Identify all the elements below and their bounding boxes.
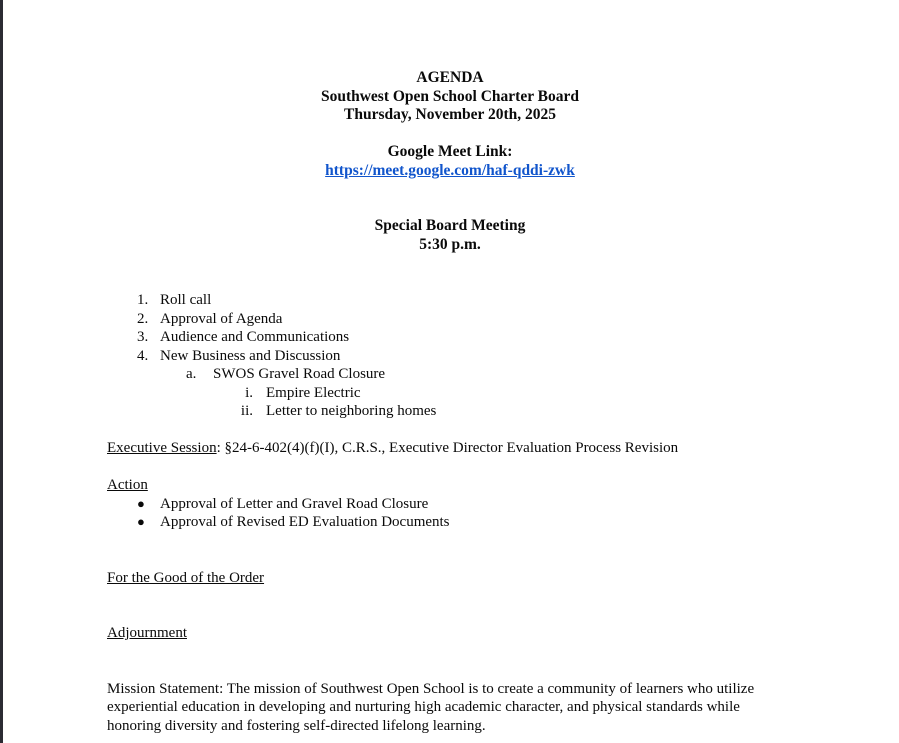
- list-item: [107, 347, 793, 366]
- list-item-text: Empire Electric: [266, 384, 361, 401]
- list-item: [107, 310, 793, 329]
- list-item-text: Roll call: [160, 292, 212, 308]
- list-marker: i.: [245, 384, 253, 401]
- bullet-icon: ●: [137, 514, 145, 529]
- agenda-list: [107, 291, 793, 421]
- list-item-text: Audience and Communications: [160, 329, 350, 345]
- bullet-item: [107, 495, 793, 514]
- list-item-text: Letter to neighboring homes: [266, 403, 437, 419]
- adjournment-heading: Adjournment: [107, 625, 187, 641]
- list-marker: 1.: [137, 292, 149, 308]
- good-of-order-heading: For the Good of the Order: [107, 569, 265, 586]
- list-item: [107, 402, 793, 421]
- meeting-type: Special Board Meeting: [374, 217, 526, 234]
- list-item: [107, 384, 793, 403]
- google-meet-link[interactable]: https://meet.google.com/haf-qddi-zwk: [325, 161, 575, 179]
- action-section: [107, 476, 793, 532]
- page-title: AGENDA: [416, 69, 484, 86]
- list-marker: a.: [186, 366, 197, 382]
- list-item: [107, 328, 793, 347]
- list-item-text: SWOS Gravel Road Closure: [213, 366, 386, 382]
- meet-link-row: [107, 162, 793, 181]
- meeting-time: 5:30 p.m.: [419, 235, 481, 253]
- bullet-item-text: Approval of Revised ED Evaluation Documents: [160, 514, 450, 530]
- list-item-text: New Business and Discussion: [160, 347, 341, 364]
- bullet-item: [107, 513, 793, 532]
- list-item: [107, 291, 793, 310]
- action-heading: Action: [107, 477, 148, 493]
- organization-name: Southwest Open School Charter Board: [320, 87, 580, 105]
- bullet-item-text: Approval of Letter and Gravel Road Closure: [160, 495, 429, 512]
- meet-link-label: Google Meet Link:: [387, 143, 513, 160]
- list-marker: 2.: [137, 310, 149, 327]
- mission-statement: Mission Statement: The mission of Southwest Open School is to create a community of learners who utilize experiential education in developing and nurturing high academic character, and physical standards while honoring diversity and fostering self-directed lifelong learning.: [107, 680, 755, 734]
- list-item-text: Approval of Agenda: [160, 310, 283, 327]
- bullet-icon: ●: [137, 495, 145, 511]
- executive-session-line: [107, 439, 793, 458]
- meeting-date: Thursday, November 20th, 2025: [344, 106, 556, 123]
- list-marker: 4.: [137, 347, 149, 364]
- list-marker: 3.: [137, 329, 149, 345]
- executive-session-heading: Executive Session: [107, 440, 217, 456]
- list-marker: ii.: [240, 403, 253, 419]
- document-header: [107, 69, 793, 254]
- executive-session-details: : §24-6-402(4)(f)(I), C.R.S., Executive Director Evaluation Process Revision: [216, 440, 679, 456]
- list-item: [107, 365, 793, 384]
